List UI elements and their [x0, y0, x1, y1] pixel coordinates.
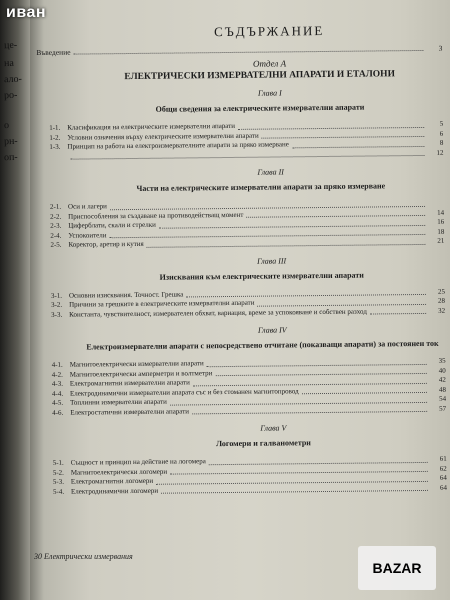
leader-dots [302, 392, 427, 394]
entry-number: 2-2. [50, 212, 62, 221]
entry-text: Електромагнитни логомери [70, 476, 154, 486]
entry-text: Причини за грешките в електрическите измервателни апарати [69, 298, 255, 309]
chapter-label: Глава III [256, 255, 287, 266]
chapter-label: Глава V [260, 423, 287, 433]
leader-dots [73, 44, 423, 55]
entry-page: 28 [437, 296, 446, 305]
entry-text: Основни изисквания. Точност. Грешка [68, 289, 184, 300]
leader-dots [147, 243, 426, 247]
adjacent-page-edge [0, 0, 30, 600]
entry-number: 3-2. [51, 300, 63, 309]
entry-page: 62 [439, 464, 447, 473]
entry-number: 1-1. [49, 123, 61, 132]
left-fragment: ро- [3, 89, 18, 102]
chapter-label: Глава I [257, 88, 282, 98]
chapter-title: Изисквания към електрическите измервателни апарати [159, 270, 364, 282]
entry-number: 3-1. [50, 291, 63, 300]
toc-page [36, 10, 448, 594]
entry-page: 57 [439, 404, 447, 413]
entry-number: 2-4. [50, 231, 62, 240]
left-fragment: оп- [3, 151, 18, 164]
logo-text: BAZAR [372, 560, 422, 576]
seller-watermark: иван [6, 4, 47, 21]
chapters-container [37, 87, 447, 497]
page-footer: 30 Електрически измервания [34, 552, 133, 561]
chapter-title: Електроизмервателни апарати с непосредствено отчитане (показващи апарати) за постоянен ток [86, 338, 439, 352]
section-title: ЕЛЕКТРИЧЕСКИ ИЗМЕРВАТЕЛНИ АПАРАТИ И ЕТАЛОНИ [124, 69, 395, 83]
entry-page: 8 [439, 138, 444, 147]
entry-page: 21 [437, 236, 445, 245]
chapter-entries [51, 287, 445, 320]
chapter-entries [50, 199, 444, 251]
entry-text: Условни означения върху електрическите измервателни апарати [67, 131, 259, 142]
left-fragment: на [3, 57, 14, 70]
entry-page: 35 [438, 356, 446, 365]
entry-text: Магнитоелектрически логомери [70, 467, 168, 477]
entry-text: Топлинни измервателни апарати [70, 397, 167, 407]
entry-page: 14 [437, 208, 445, 217]
left-fragment: ало- [3, 73, 23, 86]
entry-page: 18 [437, 227, 445, 236]
entry-page: 12 [436, 148, 444, 157]
entry-page: 40 [438, 366, 446, 375]
section-label: Отдел А [252, 58, 287, 69]
entry-text: Същност и принцип на действие на логомера [70, 457, 206, 467]
entry-text: Електродинамични измервателни апарата със и без стоманен магнитопровод [69, 386, 299, 398]
left-fragment: о [3, 119, 10, 132]
left-fragment: це- [3, 39, 18, 52]
entry-page: 64 [439, 483, 448, 492]
page-title: СЪДЪРЖАНИЕ [213, 22, 325, 40]
leader-dots [370, 313, 426, 315]
entry-number: 3-3. [51, 310, 63, 319]
entry-page: 54 [439, 394, 447, 403]
intro-row [36, 44, 442, 57]
chapter-label: Глава IV [257, 325, 287, 335]
entry-number: 4-3. [51, 379, 64, 388]
entry-text: Приспособления за създаване на противодействащ момент [68, 210, 244, 221]
entry-number: 4-5. [52, 398, 64, 407]
intro-text: Въведение [36, 47, 71, 57]
entry-text: Принцип на работа на електроизмервателните апарати за пряко измерване [67, 140, 289, 151]
entry-number: 5-2. [52, 468, 64, 477]
entry-text: Константа, чувствителност, измервателен обхват, вариация, време за успокояване и собствен разход [69, 307, 367, 319]
entry-number: 5-4. [52, 487, 65, 496]
entry-number: 1-2. [49, 133, 61, 142]
entry-text: Коректор, аретир и кутия [68, 239, 144, 249]
leader-dots [192, 411, 427, 414]
entry-page: 5 [439, 119, 444, 128]
entry-text: Магнитоелектрически амперметри и волтметри [69, 368, 213, 379]
entry-page: 42 [438, 375, 446, 384]
entry-page: 48 [438, 385, 446, 394]
entry-page: 6 [439, 129, 444, 138]
chapter-title: Части на електрическите измервателни апарати за пряко измерване [136, 181, 386, 193]
bazar-logo [358, 546, 436, 590]
entry-number: 4-1. [51, 360, 63, 369]
entry-number: 1-3. [49, 142, 61, 151]
chapter-entries [49, 120, 443, 162]
entry-page: 64 [439, 473, 447, 482]
chapter-title: Общи сведения за електрическите измервателни апарати [155, 102, 365, 114]
entry-page: 16 [437, 217, 445, 226]
chapter-label: Глава II [257, 167, 284, 177]
leader-dots [71, 155, 425, 160]
entry-text: Електромагнитни измервателни апарати [69, 378, 190, 388]
chapter-entries [53, 455, 447, 497]
leader-dots [292, 145, 425, 147]
entry-page: 25 [437, 287, 445, 296]
entry-number: 4-6. [52, 408, 64, 417]
entry-number: 4-2. [51, 370, 63, 379]
entry-text: Магнитоелектрически измервателни апарати [69, 359, 204, 369]
intro-page: 3 [438, 43, 443, 53]
entry-number: 2-3. [50, 221, 62, 230]
entry-number: 2-1. [49, 202, 62, 211]
entry-text: Циферблати, скали и стрелки [68, 220, 156, 230]
entry-text: Успокоители [68, 230, 107, 240]
entry-page: 61 [439, 454, 447, 463]
entry-text: Електродинамични логомери [70, 486, 159, 496]
entry-number: 5-1. [52, 458, 64, 467]
entry-number: 5-3. [52, 477, 65, 486]
entry-page: 32 [438, 306, 446, 315]
entry-text: Класификация на електрическите измервателни апарати [67, 121, 236, 132]
chapter-entries [52, 357, 447, 418]
chapter-title: Логомери и галванометри [216, 438, 311, 449]
left-fragment: рн- [3, 135, 18, 148]
entry-number: 4-4. [51, 389, 64, 398]
entry-number: 2-5. [50, 240, 62, 249]
entry-text: Оси и лагери [67, 202, 107, 211]
leader-dots [161, 490, 428, 494]
entry-text: Електростатични измервателни апарати [70, 406, 190, 417]
